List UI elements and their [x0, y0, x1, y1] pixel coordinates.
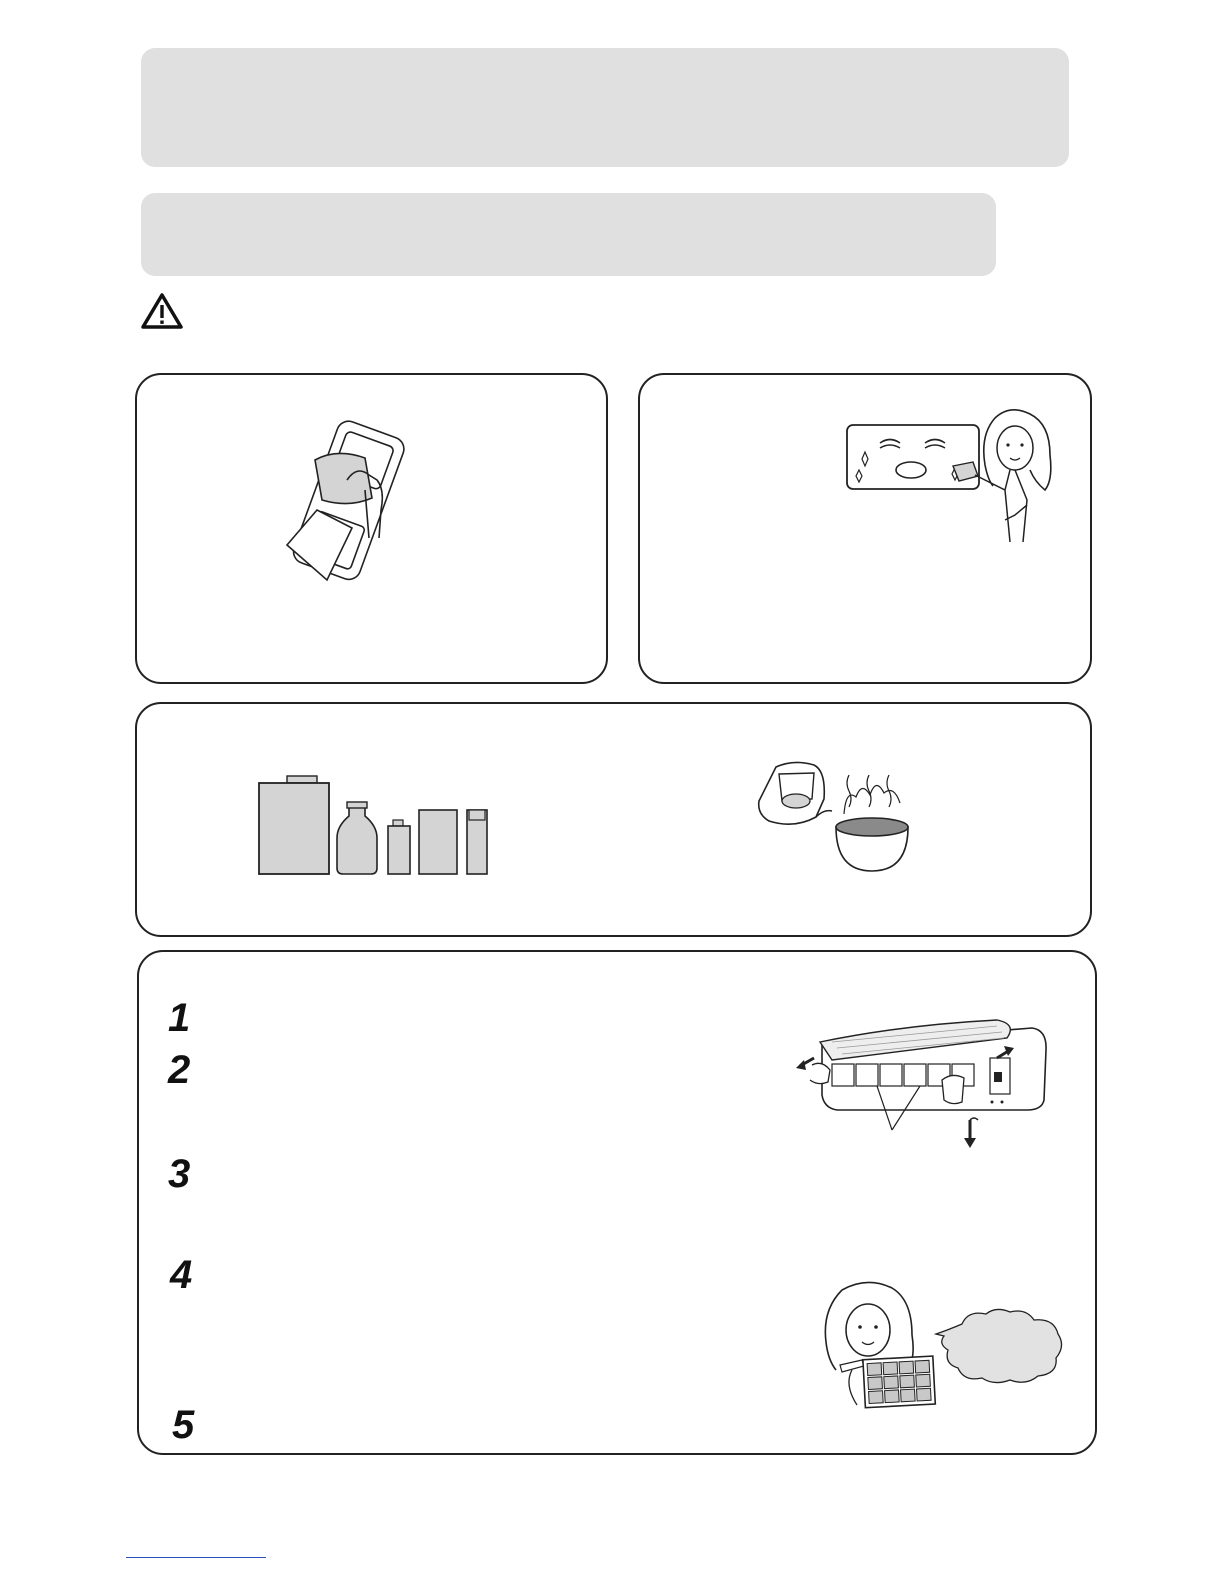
woman-cleaning-filter-icon	[812, 1280, 947, 1410]
subtitle-band	[141, 193, 996, 276]
panel-remote-cleaning	[135, 373, 608, 684]
step-number-1: 1	[168, 996, 191, 1040]
step-number-3: 3	[168, 1152, 191, 1196]
indoor-unit-open-panel-icon	[792, 1020, 1052, 1150]
warning-triangle-icon	[140, 292, 184, 330]
solvent-bottles-icon	[257, 776, 492, 876]
remote-control-wipe-icon	[277, 420, 417, 590]
step-number-2: 2	[168, 1048, 191, 1092]
title-band	[141, 48, 1069, 167]
panel-cleaning-cautions	[135, 702, 1092, 937]
step-number-4: 4	[170, 1253, 193, 1297]
woman-wiping-panel-icon	[845, 410, 1075, 545]
footer-link-underline	[126, 1557, 266, 1558]
hot-water-kettle-icon	[754, 759, 914, 874]
speech-cloud-icon	[934, 1306, 1066, 1386]
panel-unit-cleaning	[638, 373, 1092, 684]
step-number-5: 5	[172, 1403, 195, 1447]
